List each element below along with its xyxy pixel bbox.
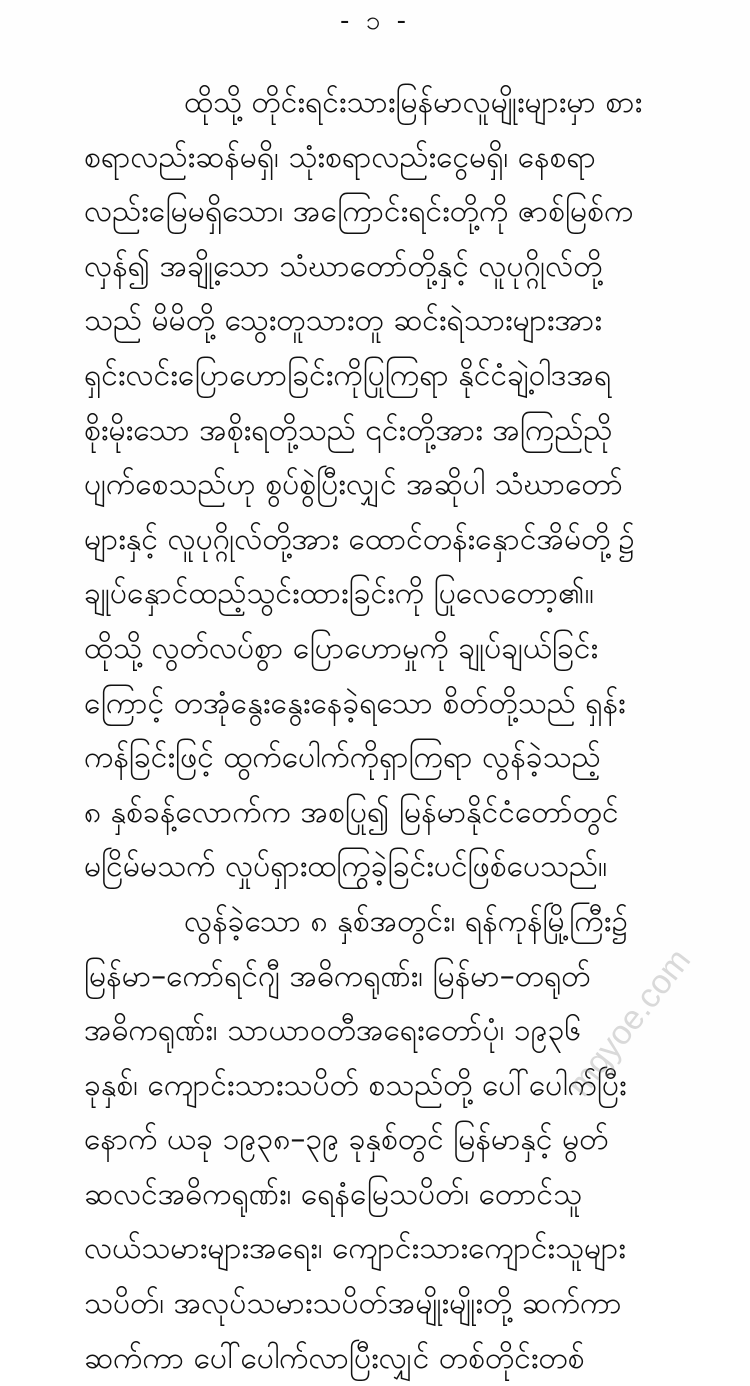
text-line: လယ်သမားများအရေး၊ ကျောင်းသားကျောင်းသူများ	[84, 1231, 626, 1267]
text-line: ကြောင့် တအုံနွေးနွေးနေခဲ့ရသော စိတ်တို့သည် ရှန်း	[84, 685, 626, 721]
page-number: - ၁ -	[340, 6, 410, 36]
text-line: သပိတ်၊ အလုပ်သမားသပိတ်အမျိုးမျိုးတို့ ဆက်ကာ	[84, 1286, 622, 1322]
text-line: ဆက်ကာ ပေါ်ပေါက်လာပြီးလျှင် တစ်တိုင်းတစ်	[84, 1340, 585, 1376]
text-line: လည်းမြေမရှိသော၊ အကြောင်းရင်းတို့ကို ဇာစ်မြစ်က	[84, 194, 634, 230]
text-line: ချုပ်နှောင်ထည့်သွင်းထားခြင်းကို ပြုလေတော့၏။	[84, 576, 594, 612]
text-line: ထိုသို့ လွတ်လပ်စွာ ပြောဟောမှုကို ချုပ်ချယ်ခြင်း	[84, 630, 599, 666]
text-line: နောက် ယခု ၁၉၃၈–၃၉ ခုနှစ်တွင် မြန်မာနှင့် မွတ်	[84, 1122, 609, 1158]
text-line: ရှင်းလင်းပြောဟောခြင်းကိုပြုကြရာ နိုင်ငံချဲ့ဝါဒအရ	[84, 357, 612, 393]
text-line: စိုးမိုးသော အစိုးရတို့သည် ၎င်းတို့အား အကြည်ညို	[84, 412, 613, 448]
text-line: စရာလည်းဆန်မရှိ၊ သုံးစရာလည်းငွေမရှိ၊ နေစရာ	[84, 139, 596, 175]
text-line: မြန်မာ–ကော်ရင်ဂျီ အဓိကရုဏ်း၊ မြန်မာ–တရုတ်	[84, 958, 591, 994]
text-line: များနှင့် လူပုဂ္ဂိုလ်တို့အား ထောင်တန်းနှောင်အိမ်တို့၌	[84, 521, 635, 557]
text-line: အဓိကရုဏ်း၊ သာယာဝတီအရေးတော်ပုံ၊ ၁၉၃၆	[84, 1013, 582, 1049]
paragraph-1	[84, 76, 736, 895]
text-line: ခုနှစ်၊ ကျောင်းသားသပိတ် စသည်တို့ ပေါ်ပေါက်ပြီး	[84, 1067, 627, 1103]
text-line: လွန်ခဲ့သော ၈ နှစ်အတွင်း၊ ရန်ကုန်မြို့ကြီး၌	[184, 903, 628, 939]
watermark: mgyoe.com	[560, 941, 699, 1104]
text-line: သည် မိမိတို့ သွေးတူသားတူ ဆင်းရဲသားများအား	[84, 303, 602, 339]
text-line: မငြိမ်မသက် လှုပ်ရှားထကြွခဲ့ခြင်းပင်ဖြစ်ပေသည်။	[84, 849, 608, 885]
paragraph-2	[84, 895, 736, 1386]
text-line: ဆလင်အဓိကရုဏ်း၊ ရေနံမြေသပိတ်၊ တောင်သူ	[84, 1176, 583, 1212]
text-line: ၈ နှစ်ခန့်လောက်က အစပြု၍ မြန်မာနိုင်ငံတော်တွင်	[84, 794, 619, 830]
text-line: လှန်၍ အချို့သော သံဃာတော်တို့နှင့် လူပုဂ္ဂိုလ်တို့	[84, 248, 603, 284]
body-text	[84, 76, 736, 1386]
text-line: ကန်ခြင်းဖြင့် ထွက်ပေါက်ကိုရှာကြရာ လွန်ခဲ့သည့်	[84, 740, 601, 776]
text-line: ထိုသို့ တိုင်းရင်းသားမြန်မာလူမျိုးများမှာ စား	[184, 85, 643, 120]
text-line: ပျက်စေသည်ဟု စွပ်စွဲပြီးလျှင် အဆိုပါ သံဃာတော်	[84, 467, 623, 503]
